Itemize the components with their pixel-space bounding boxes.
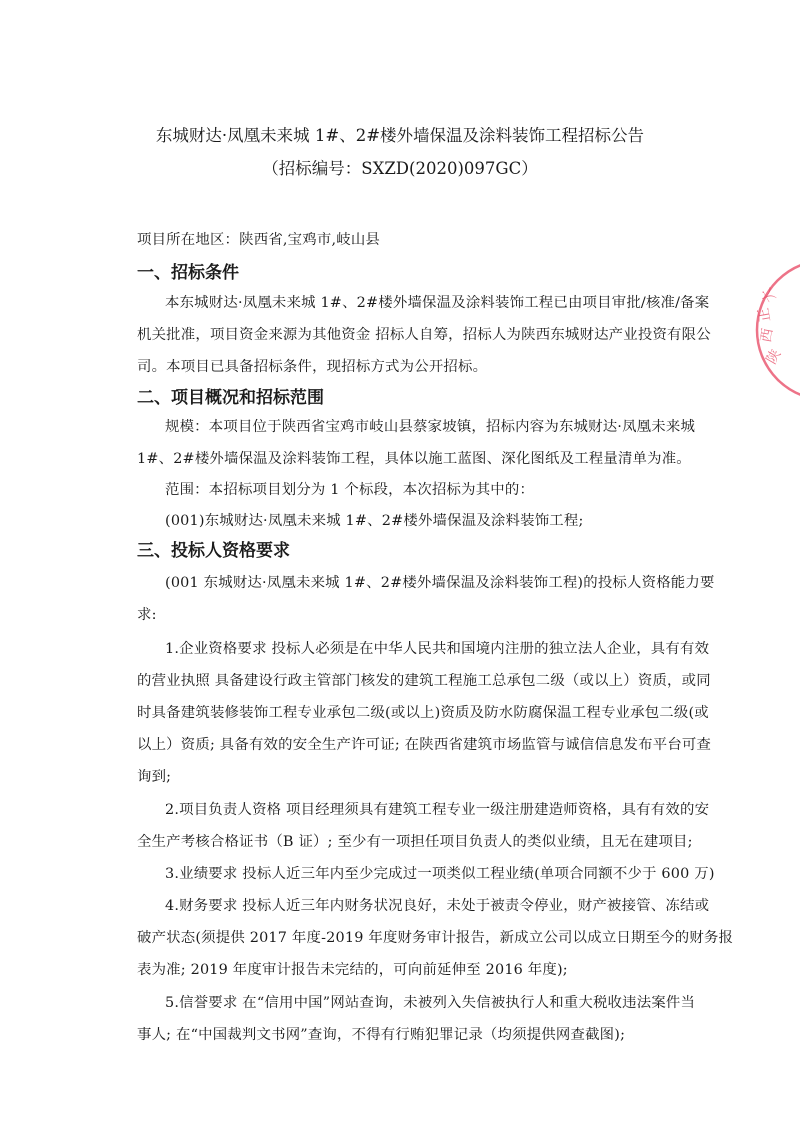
svg-text:西: 西: [758, 327, 777, 344]
paragraph-line: (001)东城财达·凤凰未来城 1#、2#楼外墙保温及涂料装饰工程;: [165, 513, 584, 529]
paragraph-line: 司。本项目已具备招标条件，现招标方式为公开招标。: [137, 359, 488, 375]
paragraph-line: 3.业绩要求 投标人近三年内至少完成过一项类似工程业绩(单项合同额不少于 600 万): [165, 866, 715, 882]
paragraph-line: 事人; 在“中国裁判文书网”查询，不得有行贿犯罪记录（均须提供网查截图);: [137, 1027, 626, 1043]
paragraph-line: 求:: [137, 607, 157, 623]
paragraph-line: 4.财务要求 投标人近三年内财务状况良好，未处于被责令停业，财产被接管、冻结或: [165, 898, 710, 914]
paragraph-line: 1.企业资格要求 投标人必须是在中华人民共和国境内注册的独立法人企业，具有有效: [165, 641, 710, 657]
svg-text:大: 大: [758, 284, 780, 305]
bid-number: （招标编号：SXZD(2020)097GC）: [262, 159, 538, 178]
paragraph-line: 表为准; 2019 年度审计报告未完结的，可向前延伸至 2016 年度);: [137, 962, 568, 978]
paragraph-line: 2.项目负责人资格 项目经理须具有建筑工程专业一级注册建造师资格，具有有效的安: [165, 802, 710, 818]
paragraph-line: 本东城财达·凤凰未来城 1#、2#楼外墙保温及涂料装饰工程已由项目审批/核准/备案: [165, 295, 710, 311]
company-seal: [752, 255, 800, 405]
paragraph-line: 时具备建筑装修装饰工程专业承包二级(或以上)资质及防水防腐保温工程专业承包二级(或: [137, 705, 709, 721]
project-location: 项目所在地区：陕西省,宝鸡市,岐山县: [137, 232, 380, 248]
paragraph-line: 5.信誉要求 在“信用中国”网站查询，未被列入失信被执行人和重大税收违法案件当: [165, 995, 696, 1011]
paragraph-line: 规模：本项目位于陕西省宝鸡市岐山县蔡家坡镇，招标内容为东城财达·凤凰未来城: [165, 419, 696, 435]
section-heading-1: 一、招标条件: [137, 263, 239, 283]
paragraph-line: 全生产考核合格证书（B 证）; 至少有一项担任项目负责人的类似业绩，且无在建项目;: [137, 834, 693, 850]
section-heading-2: 二、项目概况和招标范围: [137, 388, 324, 408]
paragraph-line: 询到;: [137, 769, 172, 785]
svg-text:正: 正: [755, 306, 774, 324]
paragraph-line: 破产状态(须提供 2017 年度-2019 年度财务审计报告，新成立公司以成立日期至今的财务报: [137, 930, 734, 946]
paragraph-line: 机关批准，项目资金来源为其他资金 招标人自筹，招标人为陕西东城财达产业投资有限公: [137, 327, 711, 343]
paragraph-line: (001 东城财达·凤凰未来城 1#、2#楼外墙保温及涂料装饰工程)的投标人资格能力要: [165, 575, 715, 591]
paragraph-line: 以上）资质; 具备有效的安全生产许可证; 在陕西省建筑市场监管与诚信信息发布平台可查: [137, 737, 712, 753]
svg-text:陕: 陕: [763, 346, 785, 367]
paragraph-line: 范围：本招标项目划分为 1 个标段，本次招标为其中的：: [165, 482, 535, 498]
paragraph-line: 1#、2#楼外墙保温及涂料装饰工程，具体以施工蓝图、深化图纸及工程量清单为准。: [137, 451, 691, 467]
document-title: 东城财达·凤凰未来城 1#、2#楼外墙保温及涂料装饰工程招标公告: [155, 126, 645, 145]
paragraph-line: 的营业执照 具备建设行政主管部门核发的建筑工程施工总承包二级（或以上）资质，或同: [137, 673, 711, 689]
section-heading-3: 三、投标人资格要求: [137, 541, 290, 561]
